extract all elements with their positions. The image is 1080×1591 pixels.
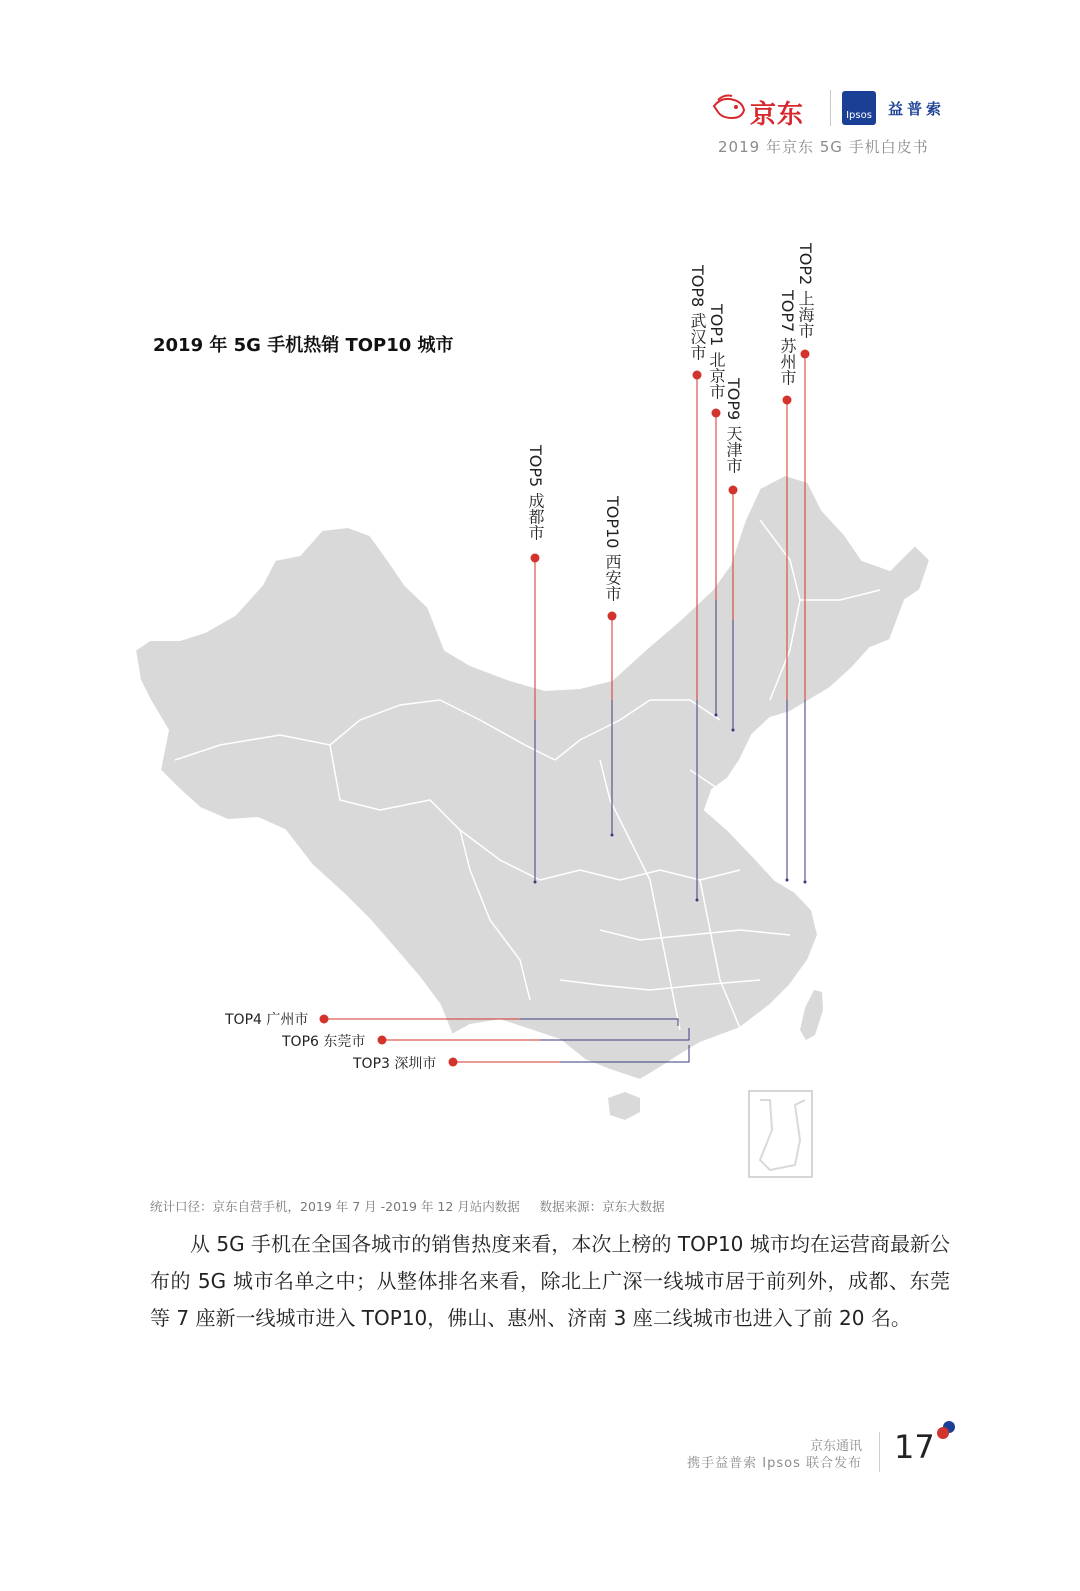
hainan-shape (608, 1092, 640, 1120)
south-china-sea-inset (749, 1091, 812, 1177)
marker-top8-wuhan (693, 371, 702, 380)
page-dots-icon (934, 1418, 958, 1442)
marker-top9-tianjin (729, 486, 738, 495)
marker-top1-beijing (712, 409, 721, 418)
taiwan-shape (800, 990, 823, 1040)
city-label-top1: TOP1 北京市 (707, 304, 726, 400)
ipsos-logo: Ipsos (842, 91, 876, 125)
city-label-top4: TOP4 广州市 (225, 1012, 309, 1028)
ipsos-name: 益普索 (888, 100, 946, 118)
city-label-top9: TOP9 天津市 (724, 378, 743, 474)
china-mainland-shape (135, 475, 930, 1080)
jd-logo-text: 京东 (750, 100, 805, 130)
footer-brand: 京东通讯 (809, 1439, 862, 1454)
footer-collab-note: 携手益普索 Ipsos 联合发布 (687, 1456, 862, 1471)
marker-top7-suzhou (783, 396, 792, 405)
footer-divider (879, 1432, 880, 1472)
body-paragraph-text: 从 5G 手机在全国各城市的销售热度来看，本次上榜的 TOP10 城市均在运营商最新公布的 5G 城市名单之中；从整体排名来看，除北上广深一线城市居于前列外，成都、东莞等 7 座新一线城市进入 TOP10，佛山、惠州、济南 3 座二线城市也进入了前 20 名。 (150, 1232, 950, 1330)
map-title: 2019 年 5G 手机热销 TOP10 城市 (153, 335, 454, 356)
marker-top6-dongguan (378, 1036, 387, 1045)
city-label-top2: TOP2 上海市 (796, 243, 815, 339)
marker-top10-xian (608, 612, 617, 621)
city-label-top5: TOP5 成都市 (526, 445, 545, 541)
city-label-top6: TOP6 东莞市 (282, 1034, 366, 1050)
city-label-top7: TOP7 苏州市 (778, 290, 797, 386)
page-number: 17 (894, 1428, 935, 1466)
marker-top3-shenzhen (449, 1058, 458, 1067)
marker-top5-chengdu (531, 554, 540, 563)
city-label-top3: TOP3 深圳市 (353, 1056, 437, 1072)
city-label-top8: TOP8 武汉市 (688, 265, 707, 361)
source-note: 统计口径：京东自营手机，2019 年 7 月 -2019 年 12 月站内数据 数据来源：京东大数据 (150, 1199, 665, 1214)
body-paragraph (150, 1226, 950, 1337)
marker-top4-guangzhou (320, 1015, 329, 1024)
marker-top2-shanghai (801, 350, 810, 359)
document-subtitle: 2019 年京东 5G 手机白皮书 (718, 138, 929, 156)
city-label-top10: TOP10 西安市 (603, 496, 622, 602)
